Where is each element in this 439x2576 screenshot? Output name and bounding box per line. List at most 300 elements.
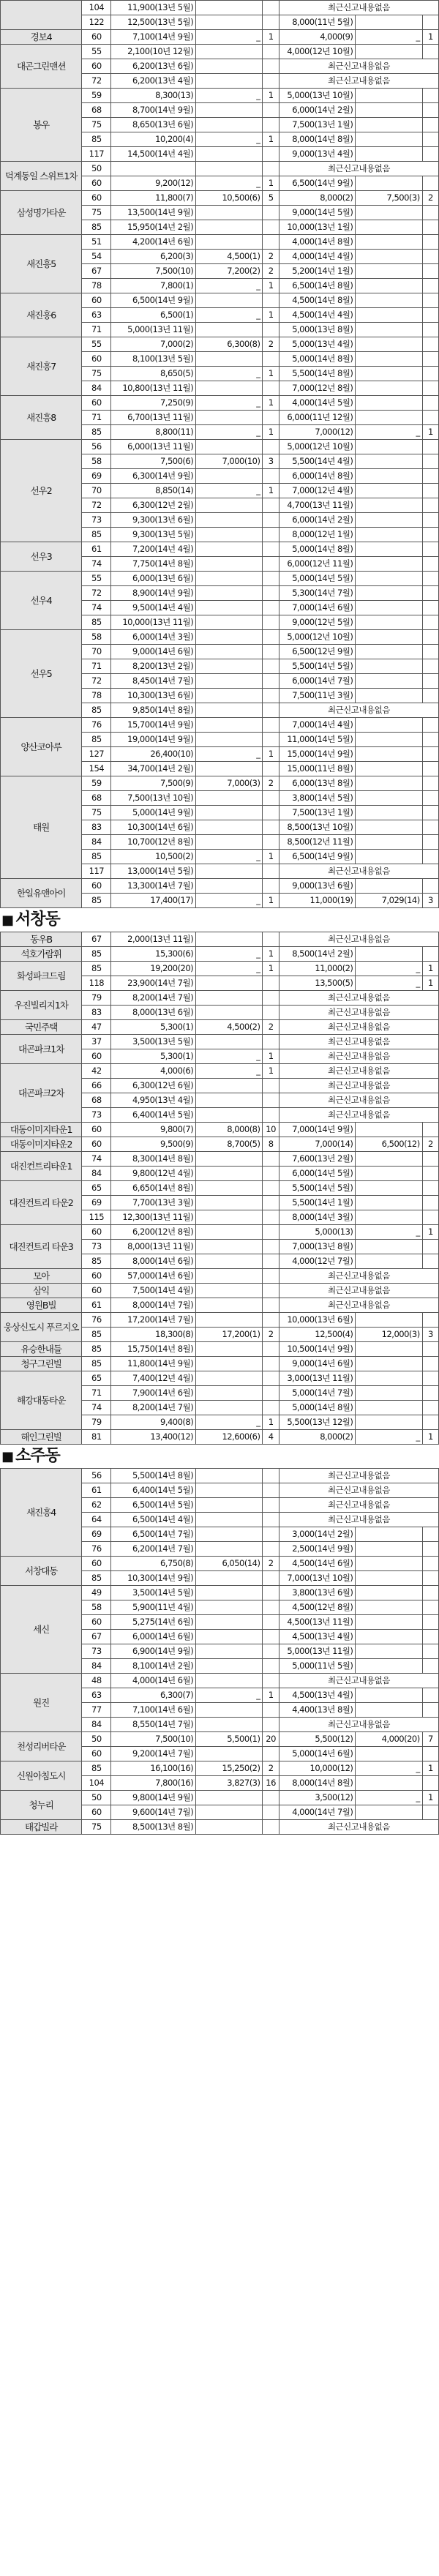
- sale-count-cell: 1: [263, 396, 279, 411]
- sale-price-low-cell: [196, 1483, 263, 1498]
- rent-price-cell: 5,500(14년 5월): [279, 659, 356, 674]
- table-row: [1, 1732, 439, 1747]
- rent-price-cell: 5,500(13년 12월): [279, 1415, 356, 1430]
- rent-count-cell: [422, 118, 438, 132]
- table-row: [1, 45, 439, 59]
- sale-price-low-cell: 10,500(6): [196, 191, 263, 206]
- no-report-note: 최근신고내용없음: [279, 1483, 438, 1498]
- complex-name: 선우3: [1, 542, 82, 572]
- table-row: [1, 1791, 439, 1805]
- sale-price-low-cell: _: [196, 176, 263, 191]
- sale-count-cell: [263, 1600, 279, 1615]
- rent-count-cell: [422, 337, 438, 352]
- sale-price-low-cell: [196, 293, 263, 308]
- area-cell: 60: [82, 352, 111, 367]
- rent-price-low-cell: _: [356, 1430, 422, 1445]
- sale-price-low-cell: [196, 1674, 263, 1688]
- sale-price-low-cell: [196, 1820, 263, 1835]
- sale-price-cell: 6,300(12년 6월): [111, 1079, 196, 1093]
- area-cell: 60: [82, 396, 111, 411]
- area-cell: 85: [82, 615, 111, 630]
- rent-price-cell: 7,000(14년 9월): [279, 1123, 356, 1137]
- rent-price-cell: 3,000(13년 11월): [279, 1371, 356, 1386]
- no-report-note: 최근신고내용없음: [279, 1108, 438, 1123]
- rent-count-cell: [422, 352, 438, 367]
- rent-price-cell: 7,500(13년 1월): [279, 118, 356, 132]
- area-cell: 84: [82, 381, 111, 396]
- area-cell: 74: [82, 1401, 111, 1415]
- price-table: [0, 0, 439, 908]
- section-2: [0, 1445, 439, 1835]
- table-row: [1, 1284, 439, 1298]
- rent-price-low-cell: [356, 1401, 422, 1415]
- sale-price-low-cell: [196, 1210, 263, 1225]
- rent-count-cell: 2: [422, 1137, 438, 1152]
- sale-count-cell: [263, 1313, 279, 1328]
- sale-price-cell: 4,200(14년 6월): [111, 235, 196, 250]
- table-row: [1, 191, 439, 206]
- sale-price-cell: 8,000(14년 6월): [111, 1254, 196, 1269]
- sale-price-low-cell: [196, 74, 263, 89]
- sale-price-cell: 9,200(12): [111, 176, 196, 191]
- sale-price-cell: 15,300(6): [111, 947, 196, 962]
- sale-price-low-cell: [196, 1225, 263, 1240]
- sale-price-cell: 16,100(16): [111, 1761, 196, 1776]
- rent-count-cell: [422, 630, 438, 645]
- area-cell: 71: [82, 1386, 111, 1401]
- rent-price-cell: 4,000(14년 4월): [279, 250, 356, 264]
- sale-count-cell: [263, 1401, 279, 1415]
- section-title-text: 서창동: [15, 910, 60, 929]
- rent-count-cell: [422, 820, 438, 835]
- sale-count-cell: [263, 1269, 279, 1284]
- sale-price-low-cell: [196, 162, 263, 176]
- rent-price-cell: 13,500(5): [279, 976, 356, 991]
- sale-count-cell: 1: [263, 132, 279, 147]
- area-cell: 60: [82, 176, 111, 191]
- rent-price-low-cell: [356, 674, 422, 689]
- rent-price-cell: 5,500(14년 4월): [279, 454, 356, 469]
- no-report-note: 최근신고내용없음: [279, 1049, 438, 1064]
- rent-count-cell: [422, 1371, 438, 1386]
- rent-price-low-cell: [356, 1586, 422, 1600]
- rent-count-cell: 1: [422, 1225, 438, 1240]
- rent-count-cell: [422, 1542, 438, 1557]
- area-cell: 49: [82, 1586, 111, 1600]
- sale-price-cell: 7,700(13년 3월): [111, 1196, 196, 1210]
- rent-count-cell: [422, 776, 438, 791]
- rent-count-cell: [422, 1196, 438, 1210]
- rent-price-cell: 12,500(4): [279, 1328, 356, 1342]
- rent-price-low-cell: 6,500(12): [356, 1137, 422, 1152]
- rent-count-cell: [422, 1386, 438, 1401]
- rent-count-cell: [422, 1527, 438, 1542]
- area-cell: 85: [82, 733, 111, 747]
- sale-price-low-cell: [196, 1586, 263, 1600]
- area-cell: 73: [82, 1240, 111, 1254]
- complex-name: 우진빌리지1차: [1, 991, 82, 1020]
- sale-price-low-cell: [196, 1659, 263, 1674]
- sale-price-cell: 8,500(13년 8월): [111, 1820, 196, 1835]
- sale-price-low-cell: _: [196, 279, 263, 293]
- rent-count-cell: [422, 206, 438, 220]
- sale-price-cell: 6,200(12년 8월): [111, 1225, 196, 1240]
- sale-price-cell: 19,000(14년 9월): [111, 733, 196, 747]
- sale-price-cell: 8,650(5): [111, 367, 196, 381]
- rent-price-cell: 10,000(12): [279, 1761, 356, 1776]
- area-cell: 50: [82, 162, 111, 176]
- sale-price-low-cell: _: [196, 1049, 263, 1064]
- sale-price-cell: 19,200(20): [111, 962, 196, 976]
- rent-price-low-cell: [356, 806, 422, 820]
- rent-price-cell: 4,500(13년 4월): [279, 1630, 356, 1644]
- sale-price-cell: 8,000(13년 11월): [111, 1240, 196, 1254]
- sale-price-low-cell: [196, 1401, 263, 1415]
- area-cell: 85: [82, 947, 111, 962]
- sale-price-cell: 2,000(13년 11월): [111, 932, 196, 947]
- rent-count-cell: 1: [422, 1761, 438, 1776]
- rent-price-low-cell: [356, 733, 422, 747]
- rent-price-cell: 4,000(14년 8월): [279, 235, 356, 250]
- sale-count-cell: 1: [263, 947, 279, 962]
- rent-price-low-cell: [356, 411, 422, 425]
- sale-price-cell: 7,750(14년 8월): [111, 557, 196, 572]
- sale-price-low-cell: _: [196, 962, 263, 976]
- no-report-note: 최근신고내용없음: [279, 1298, 438, 1313]
- sale-price-cell: 8,300(13): [111, 89, 196, 103]
- sale-count-cell: [263, 1, 279, 15]
- sale-count-cell: [263, 147, 279, 162]
- rent-count-cell: [422, 220, 438, 235]
- rent-price-low-cell: [356, 572, 422, 586]
- sale-price-cell: 8,800(11): [111, 425, 196, 440]
- sale-count-cell: [263, 615, 279, 630]
- sale-price-cell: 4,000(14년 6월): [111, 1674, 196, 1688]
- rent-price-low-cell: [356, 440, 422, 454]
- sale-price-cell: 8,450(14년 7월): [111, 674, 196, 689]
- rent-price-cell: 10,000(13년 1월): [279, 220, 356, 235]
- complex-name: 천성리버타운: [1, 1732, 82, 1761]
- area-cell: 58: [82, 454, 111, 469]
- rent-price-cell: 4,000(12년 7월): [279, 1254, 356, 1269]
- sale-price-cell: 6,000(13년 11월): [111, 440, 196, 454]
- sale-price-cell: 5,000(13년 11월): [111, 323, 196, 337]
- sale-price-cell: 9,800(12년 4월): [111, 1167, 196, 1181]
- area-cell: 73: [82, 1108, 111, 1123]
- sale-price-low-cell: [196, 586, 263, 601]
- rent-price-low-cell: [356, 1600, 422, 1615]
- rent-price-low-cell: _: [356, 962, 422, 976]
- sale-count-cell: [263, 15, 279, 30]
- sale-price-cell: 4,950(13년 4월): [111, 1093, 196, 1108]
- complex-name: 해강대동타운: [1, 1371, 82, 1430]
- complex-name: 대진컨트리타운1: [1, 1152, 82, 1181]
- rent-price-cell: 9,000(13년 4월): [279, 147, 356, 162]
- sale-count-cell: [263, 1703, 279, 1718]
- sale-price-cell: 9,800(7): [111, 1123, 196, 1137]
- rent-price-low-cell: [356, 206, 422, 220]
- sale-price-low-cell: 15,250(2): [196, 1761, 263, 1776]
- area-cell: 117: [82, 864, 111, 879]
- sale-price-low-cell: 4,500(2): [196, 1020, 263, 1035]
- sale-count-cell: 1: [263, 308, 279, 323]
- sale-price-low-cell: [196, 1006, 263, 1020]
- table-row: [1, 962, 439, 976]
- area-cell: 55: [82, 572, 111, 586]
- rent-price-low-cell: [356, 469, 422, 484]
- sale-price-cell: 9,300(13년 5월): [111, 528, 196, 542]
- sale-count-cell: [263, 1571, 279, 1586]
- section-title-text: 소주동: [15, 1447, 60, 1465]
- sale-count-cell: [263, 235, 279, 250]
- rent-price-cell: 8,000(14년 8월): [279, 132, 356, 147]
- sale-price-cell: 5,275(14년 6월): [111, 1615, 196, 1630]
- area-cell: 60: [82, 30, 111, 45]
- table-row: [1, 572, 439, 586]
- sale-price-low-cell: _: [196, 747, 263, 762]
- rent-price-low-cell: [356, 220, 422, 235]
- sale-price-low-cell: [196, 1167, 263, 1181]
- area-cell: 68: [82, 1093, 111, 1108]
- sale-count-cell: [263, 498, 279, 513]
- sale-count-cell: [263, 1006, 279, 1020]
- rent-price-cell: 4,500(12년 8월): [279, 1600, 356, 1615]
- rent-count-cell: [422, 1571, 438, 1586]
- sale-count-cell: 3: [263, 454, 279, 469]
- rent-price-cell: 5,500(14년 1월): [279, 1196, 356, 1210]
- area-cell: 73: [82, 1644, 111, 1659]
- sale-price-low-cell: 8,700(5): [196, 1137, 263, 1152]
- area-cell: 85: [82, 1571, 111, 1586]
- no-report-note: 최근신고내용없음: [279, 1469, 438, 1483]
- sale-count-cell: [263, 733, 279, 747]
- rent-price-low-cell: [356, 645, 422, 659]
- rent-count-cell: [422, 103, 438, 118]
- sale-price-low-cell: [196, 976, 263, 991]
- area-cell: 85: [82, 528, 111, 542]
- sale-count-cell: 1: [263, 425, 279, 440]
- rent-price-cell: 10,500(14년 9월): [279, 1342, 356, 1357]
- sale-count-cell: [263, 323, 279, 337]
- sale-count-cell: [263, 528, 279, 542]
- sale-price-cell: 10,000(13년 11월): [111, 615, 196, 630]
- sale-price-low-cell: [196, 1644, 263, 1659]
- complex-name: 대곤파크1차: [1, 1035, 82, 1064]
- no-report-note: 최근신고내용없음: [279, 1269, 438, 1284]
- area-cell: 50: [82, 1791, 111, 1805]
- sale-price-low-cell: [196, 1298, 263, 1313]
- sale-price-cell: 6,200(13년 6월): [111, 59, 196, 74]
- complex-name: 세신: [1, 1586, 82, 1674]
- sale-count-cell: [263, 1805, 279, 1820]
- sale-price-low-cell: [196, 542, 263, 557]
- complex-name: 한일유앤아이: [1, 879, 82, 908]
- sale-price-low-cell: [196, 1079, 263, 1093]
- sale-price-low-cell: [196, 932, 263, 947]
- rent-count-cell: [422, 1630, 438, 1644]
- area-cell: 58: [82, 1600, 111, 1615]
- rent-count-cell: [422, 1688, 438, 1703]
- sale-price-low-cell: [196, 645, 263, 659]
- sale-count-cell: [263, 440, 279, 454]
- area-cell: 55: [82, 45, 111, 59]
- sale-price-low-cell: [196, 733, 263, 747]
- area-cell: 127: [82, 747, 111, 762]
- sale-count-cell: 16: [263, 1776, 279, 1791]
- sale-price-cell: 7,100(14년 9월): [111, 30, 196, 45]
- table-row: [1, 396, 439, 411]
- rent-price-low-cell: [356, 615, 422, 630]
- sale-count-cell: [263, 791, 279, 806]
- no-report-note: 최근신고내용없음: [279, 932, 438, 947]
- table-row: [1, 1557, 439, 1571]
- sale-price-cell: 5,900(11년 4월): [111, 1600, 196, 1615]
- sale-price-low-cell: _: [196, 850, 263, 864]
- area-cell: 74: [82, 557, 111, 572]
- sale-price-low-cell: [196, 864, 263, 879]
- rent-count-cell: 1: [422, 425, 438, 440]
- rent-price-low-cell: [356, 601, 422, 615]
- no-report-note: 최근신고내용없음: [279, 1064, 438, 1079]
- area-cell: 67: [82, 932, 111, 947]
- area-cell: 72: [82, 586, 111, 601]
- sale-price-cell: 13,400(12): [111, 1430, 196, 1445]
- sale-price-low-cell: [196, 762, 263, 776]
- table-row: [1, 991, 439, 1006]
- complex-name: 서창대동: [1, 1557, 82, 1586]
- rent-count-cell: [422, 1703, 438, 1718]
- sale-price-cell: 23,900(14년 7월): [111, 976, 196, 991]
- rent-price-low-cell: _: [356, 1761, 422, 1776]
- sale-price-cell: 5,500(14년 8월): [111, 1469, 196, 1483]
- area-cell: 78: [82, 689, 111, 703]
- rent-count-cell: [422, 689, 438, 703]
- sale-price-cell: 10,500(2): [111, 850, 196, 864]
- area-cell: 69: [82, 469, 111, 484]
- area-cell: 65: [82, 1181, 111, 1196]
- rent-price-cell: 2,500(14년 9월): [279, 1542, 356, 1557]
- sale-count-cell: 1: [263, 1049, 279, 1064]
- sale-count-cell: 1: [263, 279, 279, 293]
- sale-count-cell: 1: [263, 484, 279, 498]
- complex-name: 신원아침도시: [1, 1761, 82, 1791]
- rent-price-cell: 15,000(14년 9월): [279, 747, 356, 762]
- area-cell: 62: [82, 1498, 111, 1513]
- table-row: [1, 1357, 439, 1371]
- area-cell: 61: [82, 542, 111, 557]
- sale-price-low-cell: [196, 1357, 263, 1371]
- rent-count-cell: [422, 323, 438, 337]
- area-cell: 67: [82, 264, 111, 279]
- table-row: [1, 1313, 439, 1328]
- complex-name: 선우5: [1, 630, 82, 718]
- area-cell: 60: [82, 191, 111, 206]
- rent-price-low-cell: [356, 1342, 422, 1357]
- complex-name: 석호가람휘: [1, 947, 82, 962]
- rent-price-cell: 5,000(14년 6월): [279, 1747, 356, 1761]
- area-cell: 50: [82, 1732, 111, 1747]
- rent-price-low-cell: [356, 1527, 422, 1542]
- rent-price-low-cell: [356, 1371, 422, 1386]
- sale-price-low-cell: 5,500(1): [196, 1732, 263, 1747]
- sale-price-cell: 6,000(13년 6월): [111, 572, 196, 586]
- sale-count-cell: 1: [263, 89, 279, 103]
- table-row: [1, 1298, 439, 1313]
- rent-count-cell: [422, 806, 438, 820]
- rent-count-cell: [422, 947, 438, 962]
- rent-price-low-cell: [356, 776, 422, 791]
- sale-count-cell: [263, 689, 279, 703]
- sale-count-cell: [263, 820, 279, 835]
- rent-price-low-cell: [356, 1644, 422, 1659]
- sale-price-cell: 7,500(13년 10월): [111, 791, 196, 806]
- rent-count-cell: [422, 674, 438, 689]
- rent-count-cell: [422, 264, 438, 279]
- sale-price-low-cell: [196, 991, 263, 1006]
- rent-price-cell: 4,500(14년 6월): [279, 1557, 356, 1571]
- rent-count-cell: [422, 1313, 438, 1328]
- sale-price-low-cell: _: [196, 947, 263, 962]
- sale-price-low-cell: 7,000(3): [196, 776, 263, 791]
- rent-count-cell: [422, 250, 438, 264]
- sale-price-low-cell: [196, 806, 263, 820]
- sale-price-cell: 6,200(14년 7월): [111, 1542, 196, 1557]
- sale-count-cell: 1: [263, 850, 279, 864]
- sale-price-cell: 8,000(13년 6월): [111, 1006, 196, 1020]
- sale-price-cell: 7,500(6): [111, 454, 196, 469]
- rent-count-cell: [422, 572, 438, 586]
- sale-price-cell: 9,800(14년 9월): [111, 1791, 196, 1805]
- rent-price-low-cell: [356, 1167, 422, 1181]
- sale-price-cell: 8,700(14년 9월): [111, 103, 196, 118]
- rent-price-low-cell: [356, 557, 422, 572]
- area-cell: 60: [82, 1805, 111, 1820]
- sale-count-cell: [263, 206, 279, 220]
- sale-count-cell: [263, 1498, 279, 1513]
- rent-count-cell: [422, 1600, 438, 1615]
- area-cell: 85: [82, 894, 111, 908]
- area-cell: 60: [82, 293, 111, 308]
- complex-name: 화성파크드림: [1, 962, 82, 991]
- rent-price-low-cell: [356, 528, 422, 542]
- sale-price-low-cell: [196, 1313, 263, 1328]
- rent-price-cell: 7,000(12년 8월): [279, 381, 356, 396]
- complex-name: 청구그린빌: [1, 1357, 82, 1371]
- sale-count-cell: [263, 1357, 279, 1371]
- rent-price-cell: 9,000(13년 6월): [279, 879, 356, 894]
- area-cell: 85: [82, 220, 111, 235]
- rent-price-low-cell: [356, 1747, 422, 1761]
- complex-name: 선우4: [1, 572, 82, 630]
- rent-price-low-cell: [356, 1805, 422, 1820]
- sale-count-cell: [263, 103, 279, 118]
- no-report-note: 최근신고내용없음: [279, 1498, 438, 1513]
- rent-count-cell: [422, 1776, 438, 1791]
- rent-price-cell: 8,500(13년 10월): [279, 820, 356, 835]
- sale-price-low-cell: [196, 630, 263, 645]
- complex-name: 국민주택: [1, 1020, 82, 1035]
- rent-count-cell: [422, 1805, 438, 1820]
- sale-price-low-cell: [196, 59, 263, 74]
- rent-price-cell: 11,000(2): [279, 962, 356, 976]
- sale-price-cell: 6,900(14년 9월): [111, 1644, 196, 1659]
- rent-price-low-cell: [356, 367, 422, 381]
- table-row: [1, 630, 439, 645]
- rent-count-cell: 1: [422, 1430, 438, 1445]
- rent-price-low-cell: [356, 1776, 422, 1791]
- rent-count-cell: [422, 308, 438, 323]
- rent-count-cell: 3: [422, 1328, 438, 1342]
